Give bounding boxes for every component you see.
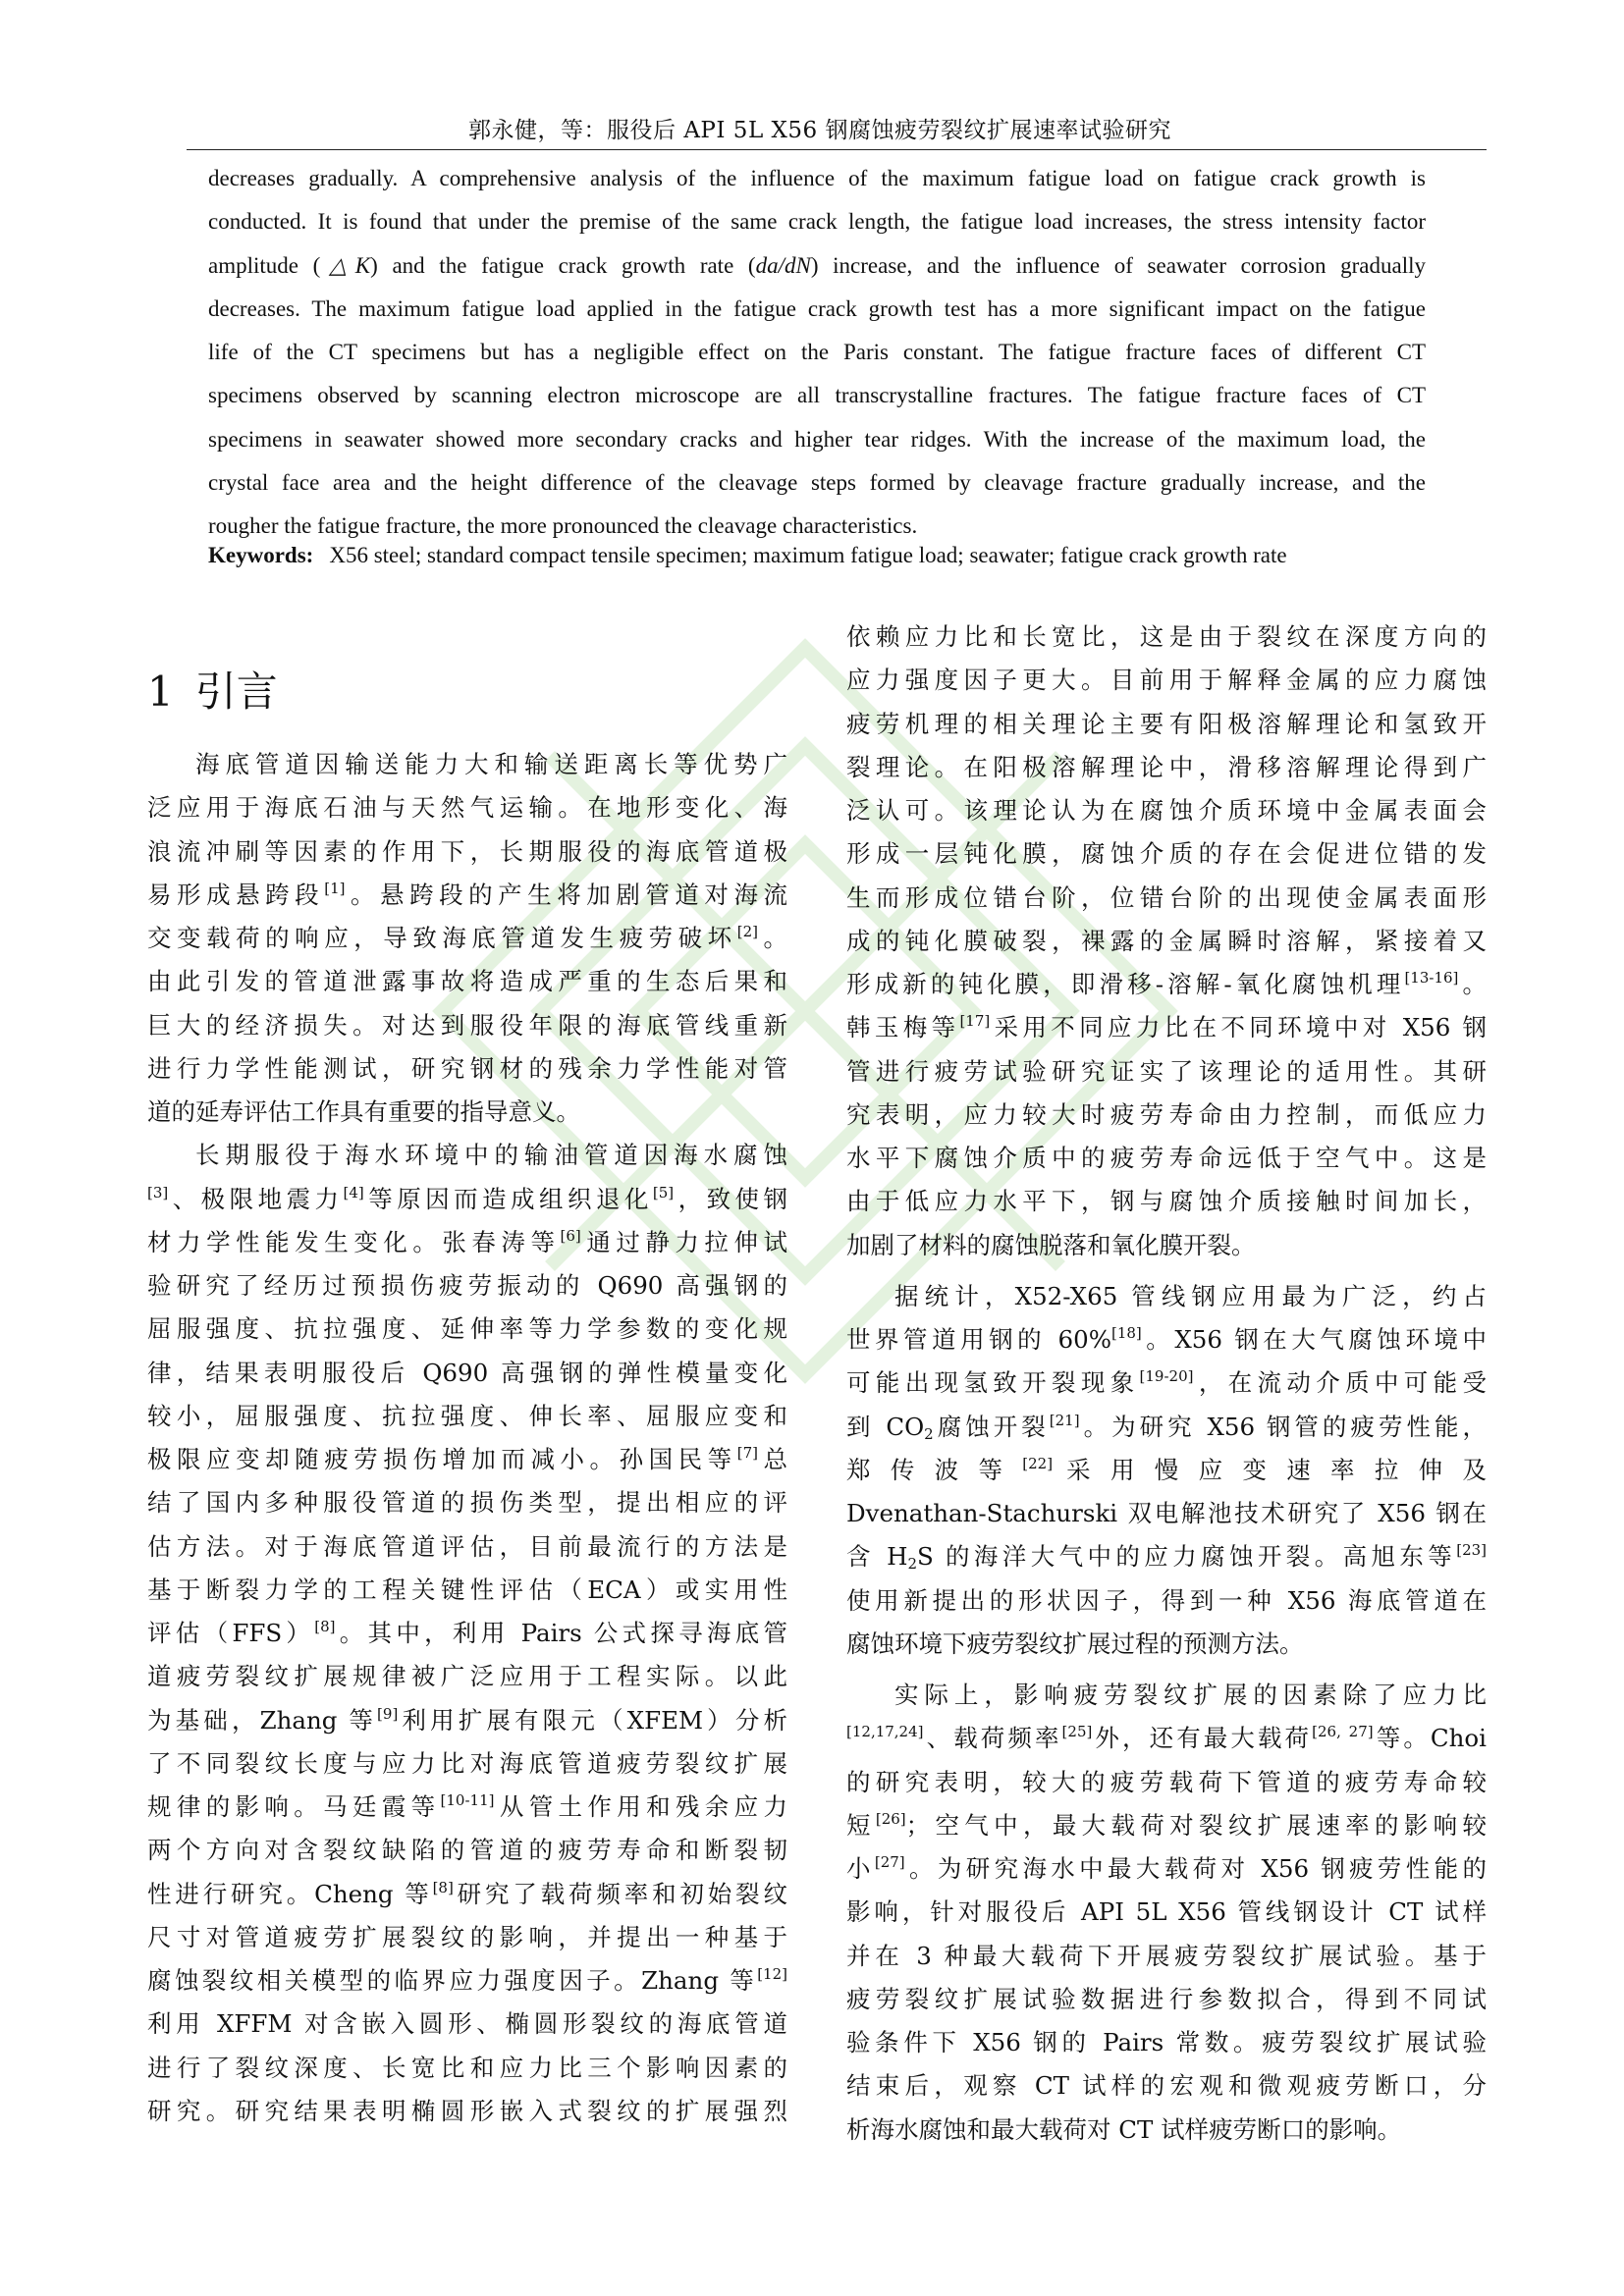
text-line: 管进行疲劳试验研究证实了该理论的适用性。其研	[846, 1056, 1487, 1086]
citation-ref: [26, 27]	[1312, 1723, 1374, 1741]
citation-ref: [9]	[377, 1704, 399, 1723]
text-line: 腐蚀环境下疲劳裂纹扩展过程的预测方法。	[846, 1629, 1304, 1658]
text-line: 泛认可。该理论认为在腐蚀介质环境中金属表面会	[846, 796, 1487, 825]
text-line: 疲劳裂纹扩展试验数据进行参数拟合，得到不同试	[846, 1984, 1487, 2013]
text-line: 评估（FFS）[8]。其中，利用 Pairs 公式探寻海底管	[147, 1618, 787, 1647]
citation-ref: [6]	[560, 1226, 581, 1245]
right-column	[846, 615, 1487, 2152]
text-line: 尺寸对管道疲劳扩展裂纹的影响，并提出一种基于	[147, 1922, 787, 1951]
text-line: 应力强度因子更大。目前用于解释金属的应力腐蚀	[846, 666, 1487, 695]
text-line: 了不同裂纹长度与应力比对海底管道疲劳裂纹扩展	[147, 1748, 787, 1778]
citation-ref: [27]	[874, 1853, 905, 1871]
text-line: 研究。研究结果表明椭圆形嵌入式裂纹的扩展强烈	[147, 2096, 787, 2125]
header-rule	[187, 149, 1487, 150]
abstract-block	[208, 157, 1426, 549]
text-line: 成的钝化膜破裂，裸露的金属瞬时溶解，紧接着又	[846, 926, 1487, 955]
citation-ref: [26]	[875, 1809, 906, 1828]
keywords-label: Keywords:	[208, 543, 314, 567]
text-line: 实际上，影响疲劳裂纹扩展的因素除了应力比	[894, 1681, 1487, 1709]
citation-ref: [12]	[757, 1965, 787, 1983]
text-line: 生而形成位错台阶，位错台阶的出现使金属表面形	[846, 882, 1487, 912]
text-line: 据统计，X52-X65 管线钢应用最为广泛，约占	[894, 1281, 1487, 1310]
abstract-line: specimens observed by scanning electron microscope are all transcrystalline fractures. The fatigue fracture faces of CT	[208, 383, 1426, 408]
text-line: 巨大的经济损失。对达到服役年限的海底管线重新	[147, 1010, 787, 1040]
text-line: 并在 3 种最大载荷下开展疲劳裂纹扩展试验。基于	[846, 1941, 1487, 1970]
text-line: 裂理论。在阳极溶解理论中，滑移溶解理论得到广	[846, 752, 1487, 781]
text-line: 较小，屈服强度、抗拉强度、伸长率、屈服应变和	[147, 1401, 787, 1430]
text-line: 腐蚀裂纹相关模型的临界应力强度因子。Zhang 等[12]	[147, 1965, 787, 1995]
abstract-line: amplitude (△K) and the fatigue crack growth rate (da/dN) increase, and the influence of seawater corrosion gradually	[208, 252, 1427, 278]
citation-ref: [18]	[1110, 1324, 1142, 1342]
text-line: 估方法。对于海底管道评估，目前最流行的方法是	[147, 1531, 787, 1561]
text-line: Dvenathan-Stachurski 双电解池技术研究了 X56 钢在	[846, 1499, 1487, 1527]
text-line: 规律的影响。马廷霞等[10-11]从管土作用和残余应力	[147, 1791, 788, 1821]
citation-ref: [5]	[652, 1183, 675, 1201]
text-line: 依赖应力比和长宽比，这是由于裂纹在深度方向的	[846, 622, 1487, 651]
text-line: 到 $CO_2$腐蚀开裂[21]。为研究 X56 钢管的疲劳性能，	[846, 1411, 1487, 1443]
text-line: 泛应用于海底石油与天然气运输。在地形变化、海	[147, 793, 787, 823]
text-line: 材力学性能发生变化。张春涛等[6]通过静力拉伸试	[147, 1226, 787, 1256]
text-line: 易形成悬跨段[1]。悬跨段的产生将加剧管道对海流	[147, 879, 788, 909]
text-line: 为基础，Zhang 等[9]利用扩展有限元（XFEM）分析	[147, 1704, 787, 1735]
text-line: 屈服强度、抗拉强度、延伸率等力学参数的变化规	[147, 1314, 787, 1344]
citation-ref: [10-11]	[440, 1791, 495, 1809]
text-line: 极限应变却随疲劳损伤增加而减小。孙国民等[7]总	[147, 1444, 788, 1473]
citation-ref: [4]	[343, 1183, 364, 1201]
abstract-line: life of the CT specimens but has a negligible effect on the Paris constant. The fatigue fracture faces of different CT	[208, 340, 1426, 365]
text-line: 影响，针对服役后 API 5L X56 管线钢设计 CT 试样	[846, 1897, 1487, 1927]
text-line: 律，结果表明服役后 Q690 高强钢的弹性模量变化	[147, 1358, 787, 1387]
text-line: 验条件下 X56 钢的 Pairs 常数。疲劳裂纹扩展试验	[846, 2028, 1487, 2056]
section-title: 引言	[194, 667, 278, 716]
keywords-line	[208, 543, 1455, 568]
text-line: 小[27]。为研究海水中最大载荷对 X56 钢疲劳性能的	[846, 1853, 1487, 1883]
text-line: 海底管道因输送能力大和输送距离长等优势广	[195, 750, 787, 778]
text-line: 验研究了经历过预损伤疲劳振动的 Q690 高强钢的	[147, 1271, 787, 1300]
text-line: 由于低应力水平下，钢与腐蚀介质接触时间加长，	[846, 1187, 1487, 1216]
text-line: 世界管道用钢的 60%[18]。X56 钢在大气腐蚀环境中	[846, 1324, 1488, 1354]
citation-ref: [13-16]	[1404, 969, 1459, 987]
text-line: 的研究表明，较大的疲劳载荷下管道的疲劳寿命较	[846, 1767, 1487, 1796]
text-line: 可能出现氢致开裂现象[19-20]，在流动介质中可能受	[846, 1367, 1488, 1398]
text-line: 结束后，观察 CT 试样的宏观和微观疲劳断口，分	[846, 2071, 1487, 2101]
text-line: 性进行研究。Cheng 等[8]研究了载荷频率和初始裂纹	[147, 1878, 787, 1908]
citation-ref: [23]	[1456, 1541, 1488, 1560]
text-line: 基于断裂力学的工程关键性评估（ECA）或实用性	[147, 1575, 787, 1604]
citation-ref: [17]	[959, 1012, 991, 1031]
text-line: 进行了裂纹深度、长宽比和应力比三个影响因素的	[147, 2053, 787, 2082]
text-line: 形成新的钝化膜，即滑移-溶解-氧化腐蚀机理[13-16]。	[846, 969, 1488, 998]
text-line: [3]、极限地震力[4]等原因而造成组织退化[5]，致使钢	[147, 1183, 788, 1213]
text-line: 疲劳机理的相关理论主要有阳极溶解理论和氢致开	[846, 709, 1487, 738]
text-line: 由此引发的管道泄露事故将造成严重的生态后果和	[147, 967, 787, 996]
citation-ref: [7]	[736, 1444, 758, 1462]
citation-ref: [8]	[432, 1878, 454, 1896]
text-line: 道疲劳裂纹扩展规律被广泛应用于工程实际。以此	[147, 1662, 787, 1691]
text-line: 利用 XFFM 对含嵌入圆形、椭圆形裂纹的海底管道	[147, 2009, 787, 2039]
text-line: 结了国内多种服役管道的损伤类型，提出相应的评	[147, 1488, 787, 1518]
citation-ref: [19-20]	[1139, 1367, 1194, 1386]
text-line: 两个方向对含裂纹缺陷的管道的疲劳寿命和断裂韧	[147, 1836, 787, 1865]
section-heading	[147, 660, 278, 719]
text-line: 究表明，应力较大时疲劳寿命由力控制，而低应力	[846, 1099, 1487, 1129]
abstract-line: rougher the fatigue fracture, the more pronounced the cleavage characteristics.	[208, 513, 918, 539]
left-column	[147, 743, 787, 2133]
citation-ref: [12,17,24]	[846, 1723, 924, 1741]
keywords-text: X56 steel; standard compact tensile specimen; maximum fatigue load; seawater; fatigue crack growth rate	[329, 543, 1287, 567]
citation-ref: [21]	[1049, 1411, 1080, 1429]
citation-ref: [2]	[736, 923, 758, 940]
citation-ref: [22]	[1022, 1454, 1054, 1472]
citation-ref: [25]	[1061, 1723, 1093, 1741]
abstract-line: decreases. The maximum fatigue load applied in the fatigue crack growth test has a more significant impact on the fatigue	[208, 295, 1426, 321]
text-line: 加剧了材料的腐蚀脱落和氧化膜开裂。	[846, 1230, 1256, 1259]
text-line: 交变载荷的响应，导致海底管道发生疲劳破坏[2]。	[147, 923, 788, 952]
citation-ref: [8]	[314, 1618, 336, 1635]
text-line: 使用新提出的形状因子，得到一种 X56 海底管道在	[846, 1585, 1487, 1615]
text-line: 水平下腐蚀介质中的疲劳寿命远低于空气中。这是	[846, 1144, 1487, 1172]
section-number: 1	[147, 667, 174, 716]
text-line: 浪流冲刷等因素的作用下，长期服役的海底管道极	[147, 836, 787, 866]
text-line: 含 $H_2S$ 的海洋大气中的应力腐蚀开裂。高旭东等[23]	[846, 1541, 1488, 1574]
text-line: 进行力学性能测试，研究钢材的残余力学性能对管	[147, 1053, 787, 1083]
citation-ref: [3]	[147, 1183, 169, 1201]
abstract-line: conducted. It is found that under the premise of the same crack length, the fatigue load increases, the stress intensity factor	[208, 209, 1426, 235]
text-line: 道的延寿评估工作具有重要的指导意义。	[147, 1097, 580, 1126]
text-line: 析海水腐蚀和最大载荷对 CT 试样疲劳断口的影响。	[846, 2114, 1402, 2144]
abstract-line: specimens in seawater showed more secondary cracks and higher tear ridges. With the increase of the maximum load, the	[208, 426, 1426, 452]
text-line: 短[26]；空气中，最大载荷对裂纹扩展速率的影响较	[846, 1809, 1488, 1840]
citation-ref: [1]	[324, 879, 346, 897]
running-header-title: 郭永健，等：服役后 API 5L X56 钢腐蚀疲劳裂纹扩展速率试验研究	[468, 118, 1171, 143]
text-line: 长期服役于海水环境中的输油管道因海水腐蚀	[195, 1141, 787, 1170]
text-line: 韩玉梅等[17]采用不同应力比在不同环境中对 X56 钢	[846, 1012, 1487, 1042]
abstract-line: decreases gradually. A comprehensive analysis of the influence of the maximum fatigue load on fatigue crack growth is	[208, 166, 1426, 190]
text-line: [12,17,24]、载荷频率[25]外，还有最大载荷[26, 27]等。Choi	[846, 1723, 1488, 1753]
abstract-line: crystal face area and the height difference of the cleavage steps formed by cleavage fracture gradually increase, and the	[208, 470, 1426, 496]
text-line: 形成一层钝化膜，腐蚀介质的存在会促进位错的发	[846, 839, 1487, 869]
text-line: 郑 传 波 等 [22] 采 用 慢 应 变 速 率 拉 伸 及	[846, 1454, 1487, 1484]
